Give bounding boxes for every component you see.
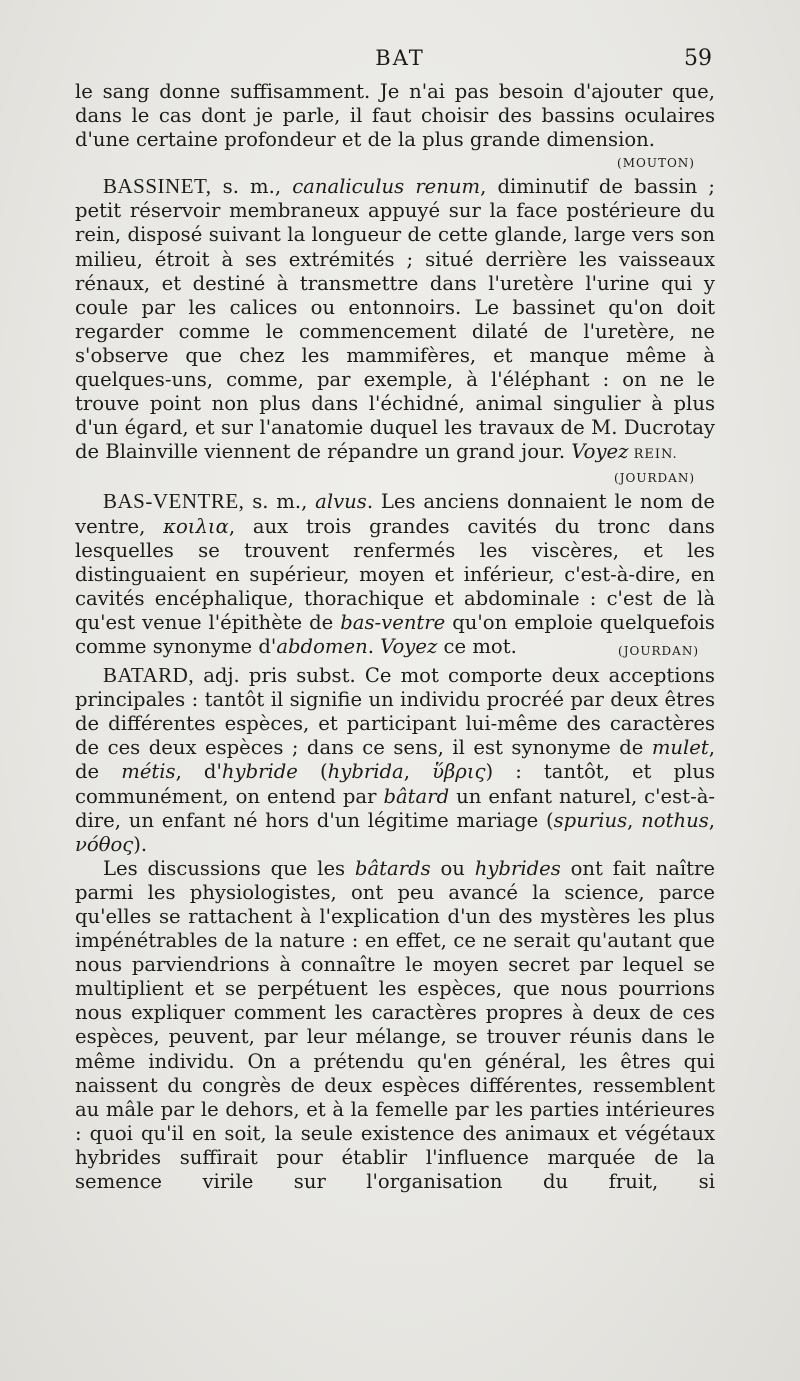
cross-reference-label: Voyez <box>380 634 438 658</box>
author-signature: (JOURDAN) <box>618 643 699 658</box>
entry-text: , <box>708 808 715 832</box>
page-number: 59 <box>684 46 712 71</box>
term: bâtards <box>354 856 431 880</box>
greek-term: κοιλια <box>163 514 229 538</box>
entry-text: , d' <box>175 760 222 784</box>
entry-text: Les discussions que les <box>103 856 355 880</box>
entry-bassinet <box>75 174 715 467</box>
grammar: s. m., <box>211 175 293 199</box>
term: métis <box>121 760 176 784</box>
author-signature: (JOURDAN) <box>614 471 695 486</box>
entry-batard <box>75 663 715 857</box>
entry-text: ). <box>133 832 148 856</box>
running-head <box>0 46 800 76</box>
author-signature: (MOUTON) <box>617 156 695 171</box>
entry-text: . <box>367 634 381 658</box>
text-column <box>75 80 715 1194</box>
entry-text: ou <box>430 856 475 880</box>
greek-term: νόθος <box>75 832 134 856</box>
headword: BATARD, <box>103 663 195 688</box>
greek-term: ὕβρις <box>432 760 486 784</box>
latin-term: alvus <box>315 490 367 514</box>
continuation-line: dans le cas dont je parle, il faut choisir des bassins oculaires <box>75 104 715 128</box>
entry-text: . Les anciens donnaient le nom de ventre, <box>75 490 715 538</box>
term: bâtard <box>383 784 450 808</box>
entry-text: , de <box>75 736 715 784</box>
term: spurius <box>553 808 628 832</box>
entry-text: ( <box>297 760 328 784</box>
latin-term: canaliculus renum <box>292 175 481 199</box>
cross-reference: REIN. <box>628 447 678 463</box>
term: hybride <box>221 760 298 784</box>
headword: BASSINET, <box>103 174 212 199</box>
entry-bas-ventre <box>75 489 715 659</box>
entry-text: , <box>403 760 433 784</box>
headword: BAS-VENTRE, <box>103 489 245 514</box>
discussion-paragraph <box>75 857 715 1194</box>
term: hybrida <box>327 760 404 784</box>
entry-text: , <box>627 808 642 832</box>
term: hybrides <box>474 856 561 880</box>
grammar: s. m., <box>244 490 316 514</box>
continuation-line: le sang donne suffisamment. Je n'ai pas besoin d'ajouter que, <box>75 80 715 103</box>
running-title: BAT <box>375 46 425 70</box>
entry-text: qu'on emploie quelquefois comme synonyme d' <box>75 610 715 658</box>
term: mulet <box>651 736 709 760</box>
entry-text: ont fait naître parmi les physiologistes, ont peu avancé la science, parce qu'elles se rattachent à l'explication d'un des mystères les plus impénétrables de la nature : en effet, ce ne serait qu'autant que nous parviendrions à connaître le moyen secret par lequel se multiplient et se perpétuent les espèces, que nous pourrions nous expliquer comment les caractères propres à deux de ces espèces, peuvent, par leur mélange, se trouver réunis dans le même individu. On a prétendu qu'en général, les êtres qui naissent du congrès de deux espèces différentes, ressemblent au mâle par le dehors, et à la femelle par les parties intérieures : quoi qu'il en soit, la seule existence des animaux et végétaux hybrides suffirait pour établir l'influence marquée de la semence virile sur l'organisation du fruit, si <box>75 856 716 1194</box>
entry-text: un enfant naturel, c'est-à-dire, un enfant né hors d'un légitime mariage ( <box>75 784 715 832</box>
term: bas-ventre <box>340 610 446 634</box>
cross-reference-label: Voyez <box>571 440 629 464</box>
term: abdomen <box>276 634 368 658</box>
entry-text: ) : tantôt, et plus communément, on entend par <box>75 760 716 808</box>
entry-text: adj. pris subst. Ce mot comporte deux acceptions principales : tantôt il signifie un individu procréé par deux êtres de différentes espèces, et participant lui-même des caractères de ces deux espèces ; dans ce sens, il est synonyme de <box>75 664 715 760</box>
term: nothus <box>641 808 709 832</box>
entry-text: , aux trois grandes cavités du tronc dans lesquelles se trouvent renfermés les viscères, et les distinguaient en supérieur, moyen et inférieur, c'est-à-dire, en cavités encéphalique, thorachique et abdominale : c'est de là qu'est venue l'épithète de <box>75 514 715 634</box>
entry-text: , diminutif de bassin ; <box>480 175 715 199</box>
entry-text: petit réservoir membraneux appuyé sur la face postérieure du rein, disposé suivant la longueur de cette glande, large vers son milieu, étroit à ses extrémités ; situé derrière les vaisseaux rénaux, et destiné à transmettre dans l'uretère l'urine qui y coule par les calices ou entonnoirs. Le bassinet qu'on doit regarder comme le commencement dilaté de l'uretère, ne s'observe que chez les mammifères, et manque même à quelques-uns, comme, par exemple, à l'éléphant : on ne le trouve point non plus dans l'échidné, animal singulier à plus d'un égard, et sur l'anatomie duquel les travaux de M. Ducrotay de Blainville viennent de répandre un grand jour. <box>75 199 715 464</box>
entry-text: ce mot. <box>437 634 517 658</box>
continuation-line: d'une certaine profondeur et de la plus grande dimension. <box>75 128 656 152</box>
